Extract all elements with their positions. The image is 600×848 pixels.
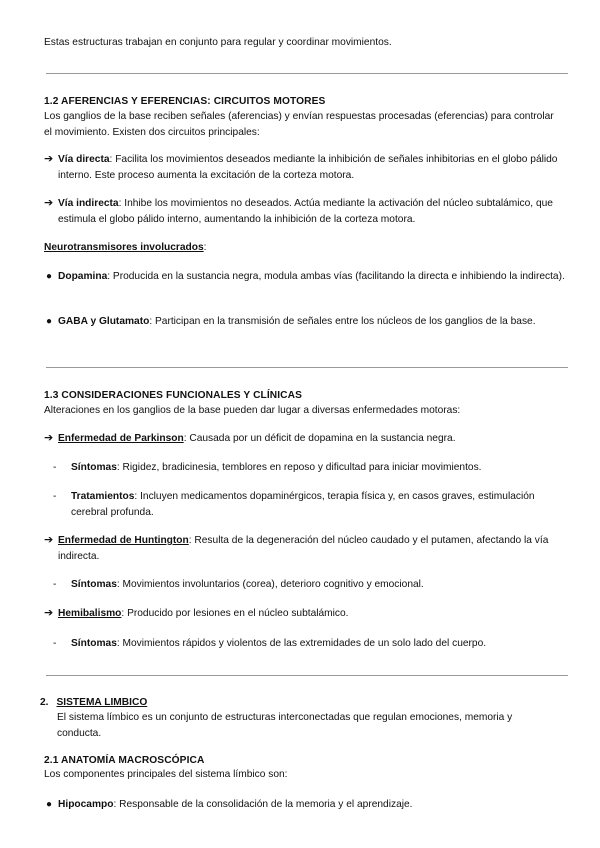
term: Síntomas <box>71 579 117 590</box>
arrow-bullet-icon: ➔ <box>44 432 54 444</box>
bullet-icon: ● <box>46 316 53 327</box>
dash-bullet: - <box>53 491 57 502</box>
term: Vía indirecta <box>58 198 119 209</box>
section-heading-2-1: 2.1 ANATOMÍA MACROSCÓPICA <box>44 755 205 766</box>
colon: : <box>203 242 207 253</box>
arrow-bullet-icon: ➔ <box>44 153 54 165</box>
term: Enfermedad de Huntington <box>58 535 189 546</box>
item-text: : Inhibe los movimientos no deseados. Actúa mediante la activación del núcleo subtalámico, que estimula el globo pálido interno, aumentando la inhibición de la corteza motora. <box>58 198 553 225</box>
section-heading-2 <box>40 695 570 711</box>
item-text: : Causada por un déficit de dopamina en la sustancia negra. <box>183 433 456 444</box>
term: Síntomas <box>71 462 117 473</box>
term: Vía directa <box>58 154 110 165</box>
item-text: : Producida en la sustancia negra, modula ambas vías (facilitando la directa e inhibiendo la indirecta). <box>107 271 565 282</box>
term: Enfermedad de Parkinson <box>58 433 184 444</box>
term: Síntomas <box>71 638 117 649</box>
dash-bullet: - <box>53 579 57 590</box>
bullet-icon: ● <box>46 799 53 810</box>
term: GABA y Glutamato <box>58 316 150 327</box>
section-1-3-paragraph: Alteraciones en los ganglios de la base pueden dar lugar a diversas enfermedades motoras: <box>44 405 461 416</box>
section-number: 2. <box>40 697 49 708</box>
term: Tratamientos <box>71 491 135 502</box>
divider <box>46 367 568 368</box>
item-text: : Resulta de la degeneración del núcleo caudado y el putamen, afectando la vía indirecta. <box>58 535 549 562</box>
section-title: SISTEMA LIMBICO <box>56 697 148 708</box>
arrow-bullet-icon: ➔ <box>44 534 54 546</box>
neurotransmitters-heading-text: Neurotransmisores involucrados <box>44 242 204 253</box>
term: Dopamina <box>58 271 108 282</box>
item-text: : Incluyen medicamentos dopaminérgicos, terapia física y, en casos graves, estimulación cerebral profunda. <box>71 491 535 518</box>
term: Hemibalismo <box>58 608 122 619</box>
neurotransmitters-heading <box>44 240 564 256</box>
item-text: : Facilita los movimientos deseados mediante la inhibición de señales inhibitorias en el globo pálido interno. Este proceso aumenta la excitación de la corteza motora. <box>58 154 558 181</box>
item-text: : Rigidez, bradicinesia, temblores en reposo y dificultad para iniciar movimientos. <box>116 462 482 473</box>
term: Hipocampo <box>58 799 114 810</box>
dash-bullet: - <box>53 638 57 649</box>
arrow-bullet-icon: ➔ <box>44 197 54 209</box>
item-text: : Producido por lesiones en el núcleo subtalámico. <box>121 608 349 619</box>
intro-paragraph: Estas estructuras trabajan en conjunto para regular y coordinar movimientos. <box>44 37 392 48</box>
divider <box>46 73 568 74</box>
item-text: : Movimientos rápidos y violentos de las extremidades de un solo lado del cuerpo. <box>116 638 487 649</box>
divider <box>46 675 568 676</box>
dash-bullet: - <box>53 462 57 473</box>
section-2-paragraph: El sistema límbico es un conjunto de estructuras interconectadas que regulan emociones, memoria y conducta. <box>57 712 513 739</box>
arrow-bullet-icon: ➔ <box>44 607 54 619</box>
bullet-icon: ● <box>46 271 53 282</box>
item-text: : Movimientos involuntarios (corea), deterioro cognitivo y emocional. <box>116 579 424 590</box>
section-1-2-paragraph: Los ganglios de la base reciben señales (aferencias) y envían respuestas procesadas (eferencias) para controlar el movimiento. Existen dos circuitos principales: <box>44 111 554 138</box>
item-text: : Responsable de la consolidación de la memoria y el aprendizaje. <box>113 799 413 810</box>
section-heading-1-2: 1.2 AFERENCIAS Y EFERENCIAS: CIRCUITOS MOTORES <box>44 96 326 107</box>
section-2-1-paragraph: Los componentes principales del sistema límbico son: <box>44 769 288 780</box>
section-heading-1-3: 1.3 CONSIDERACIONES FUNCIONALES Y CLÍNICAS <box>44 390 302 401</box>
item-text: : Participan en la transmisión de señales entre los núcleos de los ganglios de la base. <box>149 316 536 327</box>
